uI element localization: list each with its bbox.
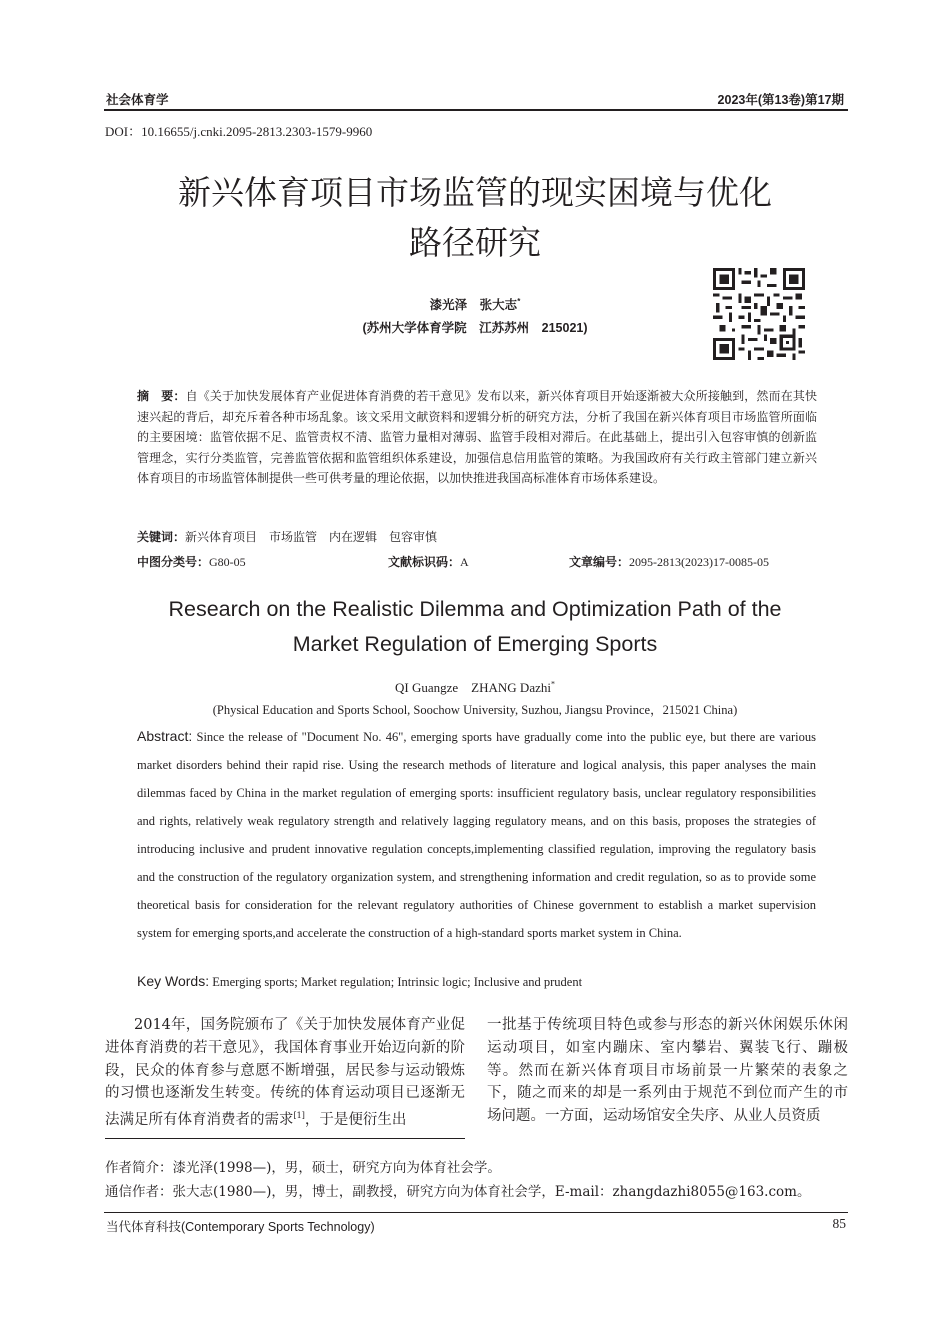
doc-code-value: A bbox=[460, 555, 469, 569]
body-column-left bbox=[105, 1014, 465, 1132]
title-en bbox=[104, 592, 846, 662]
doc-code-label: 文献标识码： bbox=[388, 555, 461, 569]
article-no-label: 文章编号： bbox=[569, 555, 630, 569]
article-no-value: 2095-2813(2023)17-0085-05 bbox=[629, 555, 769, 569]
doi: DOI：10.16655/j.cnki.2095-2813.2303-1579-9960 bbox=[105, 124, 373, 139]
clc-value: G80-05 bbox=[209, 555, 246, 569]
clc-number bbox=[137, 553, 246, 570]
keywords-cn-label: 关键词： bbox=[137, 530, 186, 544]
keywords-cn-text: 新兴体育项目 市场监管 内在逻辑 包容审慎 bbox=[185, 530, 438, 544]
body-left-tail: ，于是便衍生出 bbox=[304, 1112, 407, 1129]
title-cn bbox=[104, 168, 846, 268]
document-code bbox=[388, 553, 469, 570]
article-number bbox=[569, 553, 769, 570]
authors-en bbox=[0, 677, 950, 696]
authors-cn bbox=[0, 295, 950, 313]
footnote-rule bbox=[105, 1138, 465, 1139]
body-column-right: 一批基于传统项目特色或参与形态的新兴休闲娱乐休闲运动项目，如室内蹦床、室内攀岩、翼装飞行、蹦极等。然而在新兴体育项目市场前景一片繁荣的表象之下，随之而来的却是一系列由于规范不到位而产生的市场问题。一方面，运动场馆安全失序、从业人员资质 bbox=[487, 1017, 848, 1125]
title-cn-line-1: 新兴体育项目市场监管的现实困境与优化 bbox=[178, 173, 772, 212]
keywords-en-text: Emerging sports; Market regulation; Intrinsic logic; Inclusive and prudent bbox=[209, 975, 583, 989]
abstract-cn-text: 自《关于加快发展体育产业促进体育消费的若干意见》发布以来，新兴体育项目开始逐渐被大众所接触到，然而在其快速兴起的背后，却充斥着各种市场乱象。该文采用文献资料和逻辑分析的研究方法，分析了我国在新兴体育项目市场监管所面临的主要困境：监管依据不足、监管责权不清、监管力量相对薄弱、监管手段相对滞后。在此基础上，提出引入包容审慎的创新监管理念，实行分类监管，完善监管依据和监管组织体系建设，加强信息信用监管的策略。为我国政府有关行政主管部门建立新兴体育项目的市场监管体制提供一些可供考量的理论依据，以加快推进我国高标准体育市场体系建设。 bbox=[137, 389, 817, 486]
corresponding-author-note: 通信作者：张大志(1980—)，男，博士，副教授，研究方向为体育社会学，E-mail：zhangdazhi8055@163.com。 bbox=[105, 1184, 811, 1200]
qr-code-icon bbox=[713, 268, 805, 360]
abstract-cn bbox=[137, 386, 817, 489]
abstract-en bbox=[137, 722, 816, 947]
clc-label: 中图分类号： bbox=[137, 555, 210, 569]
corresponding-mark: * bbox=[517, 296, 521, 306]
header-rule bbox=[104, 109, 848, 111]
title-cn-line-2: 路径研究 bbox=[409, 223, 541, 262]
keywords-en-label: Key Words: bbox=[137, 973, 210, 989]
abstract-cn-label: 摘 要： bbox=[137, 389, 186, 403]
corresponding-mark-en: * bbox=[550, 679, 555, 689]
author-intro-note: 作者简介：漆光泽(1998—)，男，硕士，研究方向为体育社会学。 bbox=[105, 1160, 501, 1176]
title-en-line-2: Market Regulation of Emerging Sports bbox=[292, 632, 658, 656]
footer-rule bbox=[104, 1212, 848, 1213]
authors-en-names: QI Guangze ZHANG Dazhi bbox=[395, 680, 551, 695]
header-journal-name: 社会体育学 bbox=[106, 93, 169, 107]
affiliation-cn: (苏州大学体育学院 江苏苏州 215021) bbox=[362, 321, 588, 335]
keywords-cn bbox=[137, 528, 817, 545]
affiliation-en: (Physical Education and Sports School, Soochow University, Suzhou, Jiangsu Province，215021 China) bbox=[212, 703, 738, 717]
body-left-text: 2014年，国务院颁布了《关于加快发展体育产业促进体育消费的若干意见》，我国体育事业开始迈向新的阶段，民众的体育参与意愿不断增强，居民参与运动锻炼的习惯也逐渐发生转变。传统的体育运动项目已逐渐无法满足所有体育消费者的需求 bbox=[105, 1017, 465, 1129]
abstract-en-text: Since the release of "Document No. 46", emerging sports have gradually come into the public eye, but there are various market disorders behind their rapid rise. Using the research methods of literature and logical analysis, this paper analyses the main dilemmas faced by China in the market regulation of emerging sports: insufficient regulatory basis, unclear regulatory responsibilities and rights, relatively weak regulatory strength and relatively lagging regulatory means, and on this basis, proposes the strategies of introducing inclusive and prudent innovative regulation concepts,implementing classified regulation, improving the regulatory basis and the construction of the regulatory organization system, and strengthening information and credit regulation, so as to provide some theoretical basis for consideration for the relevant regulatory authorities of Chinese government to establish a market supervision system for emerging sports,and accelerate the construction of a high-standard sports market system in China. bbox=[137, 730, 816, 940]
authors-cn-names: 漆光泽 张大志 bbox=[429, 298, 518, 312]
abstract-en-label: Abstract: bbox=[137, 728, 193, 744]
keywords-en bbox=[137, 973, 816, 990]
citation-ref: [1] bbox=[293, 1111, 305, 1121]
footer-journal-name: 当代体育科技(Contemporary Sports Technology) bbox=[106, 1220, 375, 1234]
title-en-line-1: Research on the Realistic Dilemma and Optimization Path of the bbox=[168, 597, 782, 621]
page-number: 85 bbox=[832, 1216, 846, 1231]
header-issue: 2023年(第13卷)第17期 bbox=[717, 93, 844, 107]
